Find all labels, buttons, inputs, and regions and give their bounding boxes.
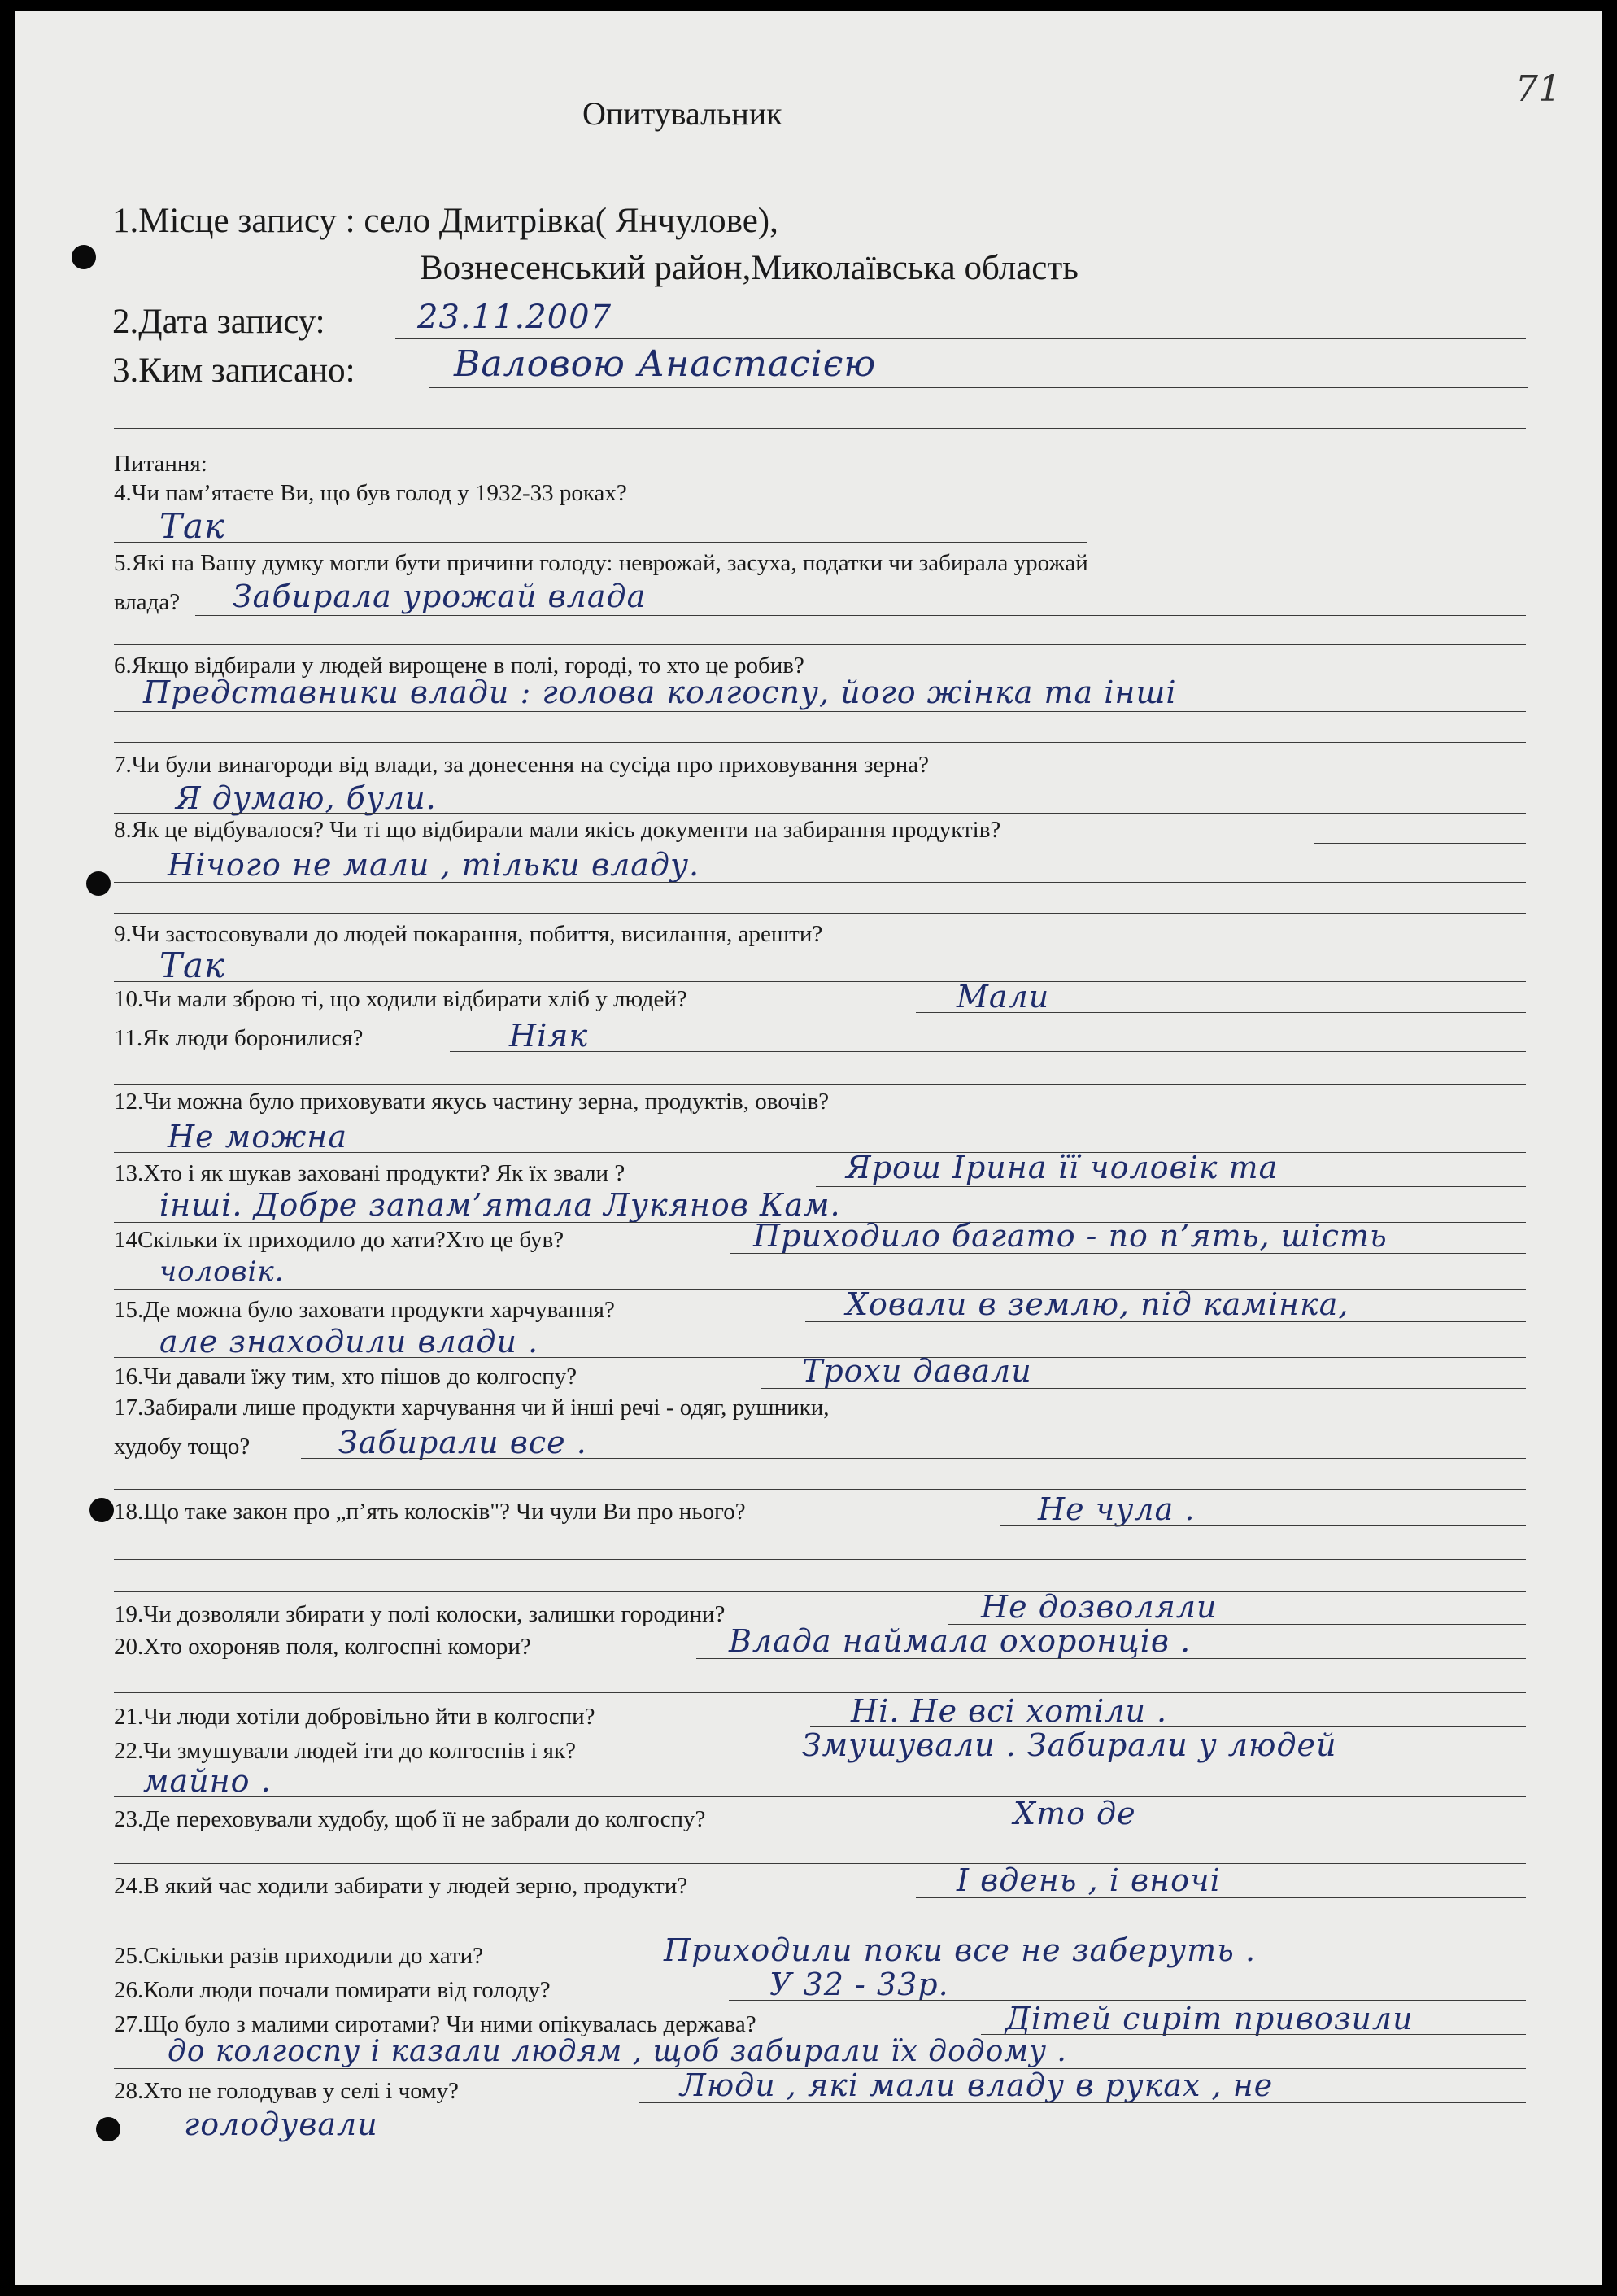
question-6: 6.Якщо відбирали у людей вирощене в полі, городі, то хто це робив?: [114, 653, 804, 679]
answer-line: [639, 2102, 1526, 2103]
answer-22-cont: майно .: [143, 1763, 272, 1799]
answer-line: [761, 1388, 1526, 1389]
answer-line: [805, 1321, 1526, 1322]
answer-9: Так: [159, 945, 226, 985]
question-17-cont: худобу тощо?: [114, 1434, 251, 1460]
question-5-cont: влада?: [114, 589, 181, 615]
question-16: 16.Чи давали їжу тим, хто пішов до колгоспу?: [114, 1364, 578, 1390]
answer-line: [114, 882, 1526, 883]
answer-18: Не чула .: [1038, 1491, 1196, 1527]
question-28: 28.Хто не голодував у селі і чому?: [114, 2078, 459, 2104]
recorder-value: Валовою Анастасією: [454, 343, 877, 385]
date-value: 23.11.2007: [417, 299, 612, 336]
answer-20: Влада наймала охоронців .: [729, 1623, 1192, 1659]
answer-line: [730, 1253, 1526, 1254]
question-8: 8.Як це відбувалося? Чи ті що відбирали мали якісь документи на забирання продуктів?: [114, 817, 1001, 843]
answer-line: [114, 542, 1087, 543]
answer-14-cont: чоловік.: [159, 1255, 285, 1288]
date-label: 2.Дата запису:: [112, 303, 325, 341]
recorder-line: [429, 387, 1528, 388]
answer-15: Ховали в землю, під камінка,: [846, 1286, 1349, 1322]
answer-line: [114, 1692, 1526, 1693]
answer-27: Дітей сиріт привозили: [1005, 2001, 1414, 2036]
document-title: Опитувальник: [582, 95, 782, 132]
question-25: 25.Скільки разів приходили до хати?: [114, 1943, 484, 1969]
answer-line: [1314, 843, 1526, 844]
question-24: 24.В який час ходили забирати у людей зерно, продукти?: [114, 1873, 688, 1899]
answer-line: [1000, 1525, 1526, 1526]
answer-line: [114, 1152, 1526, 1153]
answer-line: [195, 615, 1526, 616]
answer-14: Приходило багато - по п’ять, шість: [753, 1218, 1388, 1254]
question-4: 4.Чи пам’ятаєте Ви, що був голод у 1932-33 роках?: [114, 480, 627, 506]
answer-line: [301, 1458, 1526, 1459]
question-13: 13.Хто і як шукав заховані продукти? Як їх звали ?: [114, 1160, 625, 1186]
questions-heading: Питання:: [114, 451, 207, 477]
recorder-label: 3.Ким записано:: [112, 351, 355, 390]
answer-line: [450, 1051, 1526, 1052]
answer-28: Люди , які мали владу в руках , не: [680, 2067, 1274, 2103]
answer-13-cont: інші. Добре запам’ятала Лукянов Кам.: [159, 1187, 841, 1223]
question-17: 17.Забирали лише продукти харчування чи й інші речі - одяг, рушники,: [114, 1395, 830, 1421]
place-label: 1.Місце запису : село Дмитрівка( Янчулове),: [112, 202, 778, 240]
place-line-2: Вознесенський район,Миколаївська область: [420, 249, 1079, 287]
punch-hole: [86, 871, 111, 896]
answer-24: І вдень , і вночі: [957, 1862, 1221, 1898]
answer-line: [114, 742, 1526, 743]
punch-hole: [72, 245, 96, 269]
question-10: 10.Чи мали зброю ті, що ходили відбирати хліб у людей?: [114, 986, 687, 1012]
question-18: 18.Що таке закон про „п’ять колосків"? Чи чули Ви про нього?: [114, 1499, 746, 1525]
date-line: [395, 338, 1526, 339]
answer-8: Нічого не мали , тільки владу.: [168, 847, 700, 883]
answer-27-cont: до колгоспу і казали людям , щоб забирали їх додому .: [168, 2035, 1067, 2068]
answer-line: [916, 1897, 1526, 1898]
answer-line: [114, 1796, 1526, 1797]
answer-line: [114, 813, 1526, 814]
answer-21: Ні. Не всі хотіли .: [851, 1693, 1168, 1729]
answer-13: Ярош Ірина її чоловік та: [846, 1150, 1279, 1185]
question-15: 15.Де можна було заховати продукти харчування?: [114, 1297, 615, 1323]
answer-26: У 32 - 33р.: [769, 1966, 949, 2002]
questionnaire-page: [15, 11, 1602, 2285]
answer-line: [114, 1559, 1526, 1560]
answer-line: [114, 644, 1526, 645]
answer-28-cont: голодували: [184, 2106, 378, 2142]
question-7: 7.Чи були винагороди від влади, за донесення на сусіда про приховування зерна?: [114, 752, 930, 778]
answer-11: Ніяк: [509, 1018, 589, 1054]
punch-hole: [96, 2117, 120, 2141]
question-21: 21.Чи люди хотіли добровільно йти в колгоспи?: [114, 1704, 595, 1730]
answer-6: Представники влади : голова колгоспу, його жінка та інші: [143, 674, 1177, 710]
question-27: 27.Що було з малими сиротами? Чи ними опікувалась держава?: [114, 2011, 756, 2037]
answer-4: Так: [159, 506, 226, 546]
answer-25: Приходили поки все не заберуть .: [664, 1932, 1257, 1968]
blank-line: [114, 428, 1526, 429]
answer-line: [114, 1591, 1526, 1592]
question-9: 9.Чи застосовували до людей покарання, побиття, висилання, арешти?: [114, 921, 823, 947]
question-14: 14Скільки їх приходило до хати?Хто це був?: [114, 1227, 564, 1253]
question-11: 11.Як люди боронилися?: [114, 1025, 364, 1051]
answer-22: Змушували . Забирали у людей: [802, 1727, 1337, 1763]
answer-line: [114, 1489, 1526, 1490]
question-19: 19.Чи дозволяли збирати у полі колоски, залишки городини?: [114, 1601, 726, 1627]
answer-line: [114, 711, 1526, 712]
answer-line: [114, 1084, 1526, 1085]
question-22: 22.Чи змушували людей іти до колгоспів і як?: [114, 1738, 576, 1764]
answer-7: Я думаю, були.: [176, 780, 437, 816]
answer-line: [916, 1012, 1526, 1013]
punch-hole: [89, 1498, 114, 1522]
answer-10: Мали: [957, 979, 1050, 1015]
question-23: 23.Де переховували худобу, щоб її не забрали до колгоспу?: [114, 1806, 706, 1832]
answer-line: [114, 981, 1526, 982]
answer-15-cont: але знаходили влади .: [159, 1324, 539, 1360]
answer-line: [816, 1186, 1526, 1187]
question-26: 26.Коли люди почали помирати від голоду?: [114, 1977, 551, 2003]
answer-12: Не можна: [168, 1119, 347, 1155]
question-12: 12.Чи можна було приховувати якусь частину зерна, продуктів, овочів?: [114, 1089, 830, 1115]
answer-16: Трохи давали: [802, 1353, 1032, 1389]
question-5: 5.Які на Вашу думку могли бути причини голоду: неврожай, засуха, податки чи забирала урожай: [114, 550, 1088, 576]
answer-17: Забирали все .: [338, 1425, 587, 1460]
answer-19: Не дозволяли: [981, 1589, 1218, 1625]
answer-23: Хто де: [1013, 1796, 1136, 1831]
answer-5: Забирала урожай влада: [233, 578, 647, 614]
question-20: 20.Хто охороняв поля, колгоспні комори?: [114, 1634, 531, 1660]
page-number: 71: [1515, 68, 1561, 110]
answer-line: [696, 1658, 1526, 1659]
answer-line: [114, 1863, 1526, 1864]
answer-line: [114, 913, 1526, 914]
